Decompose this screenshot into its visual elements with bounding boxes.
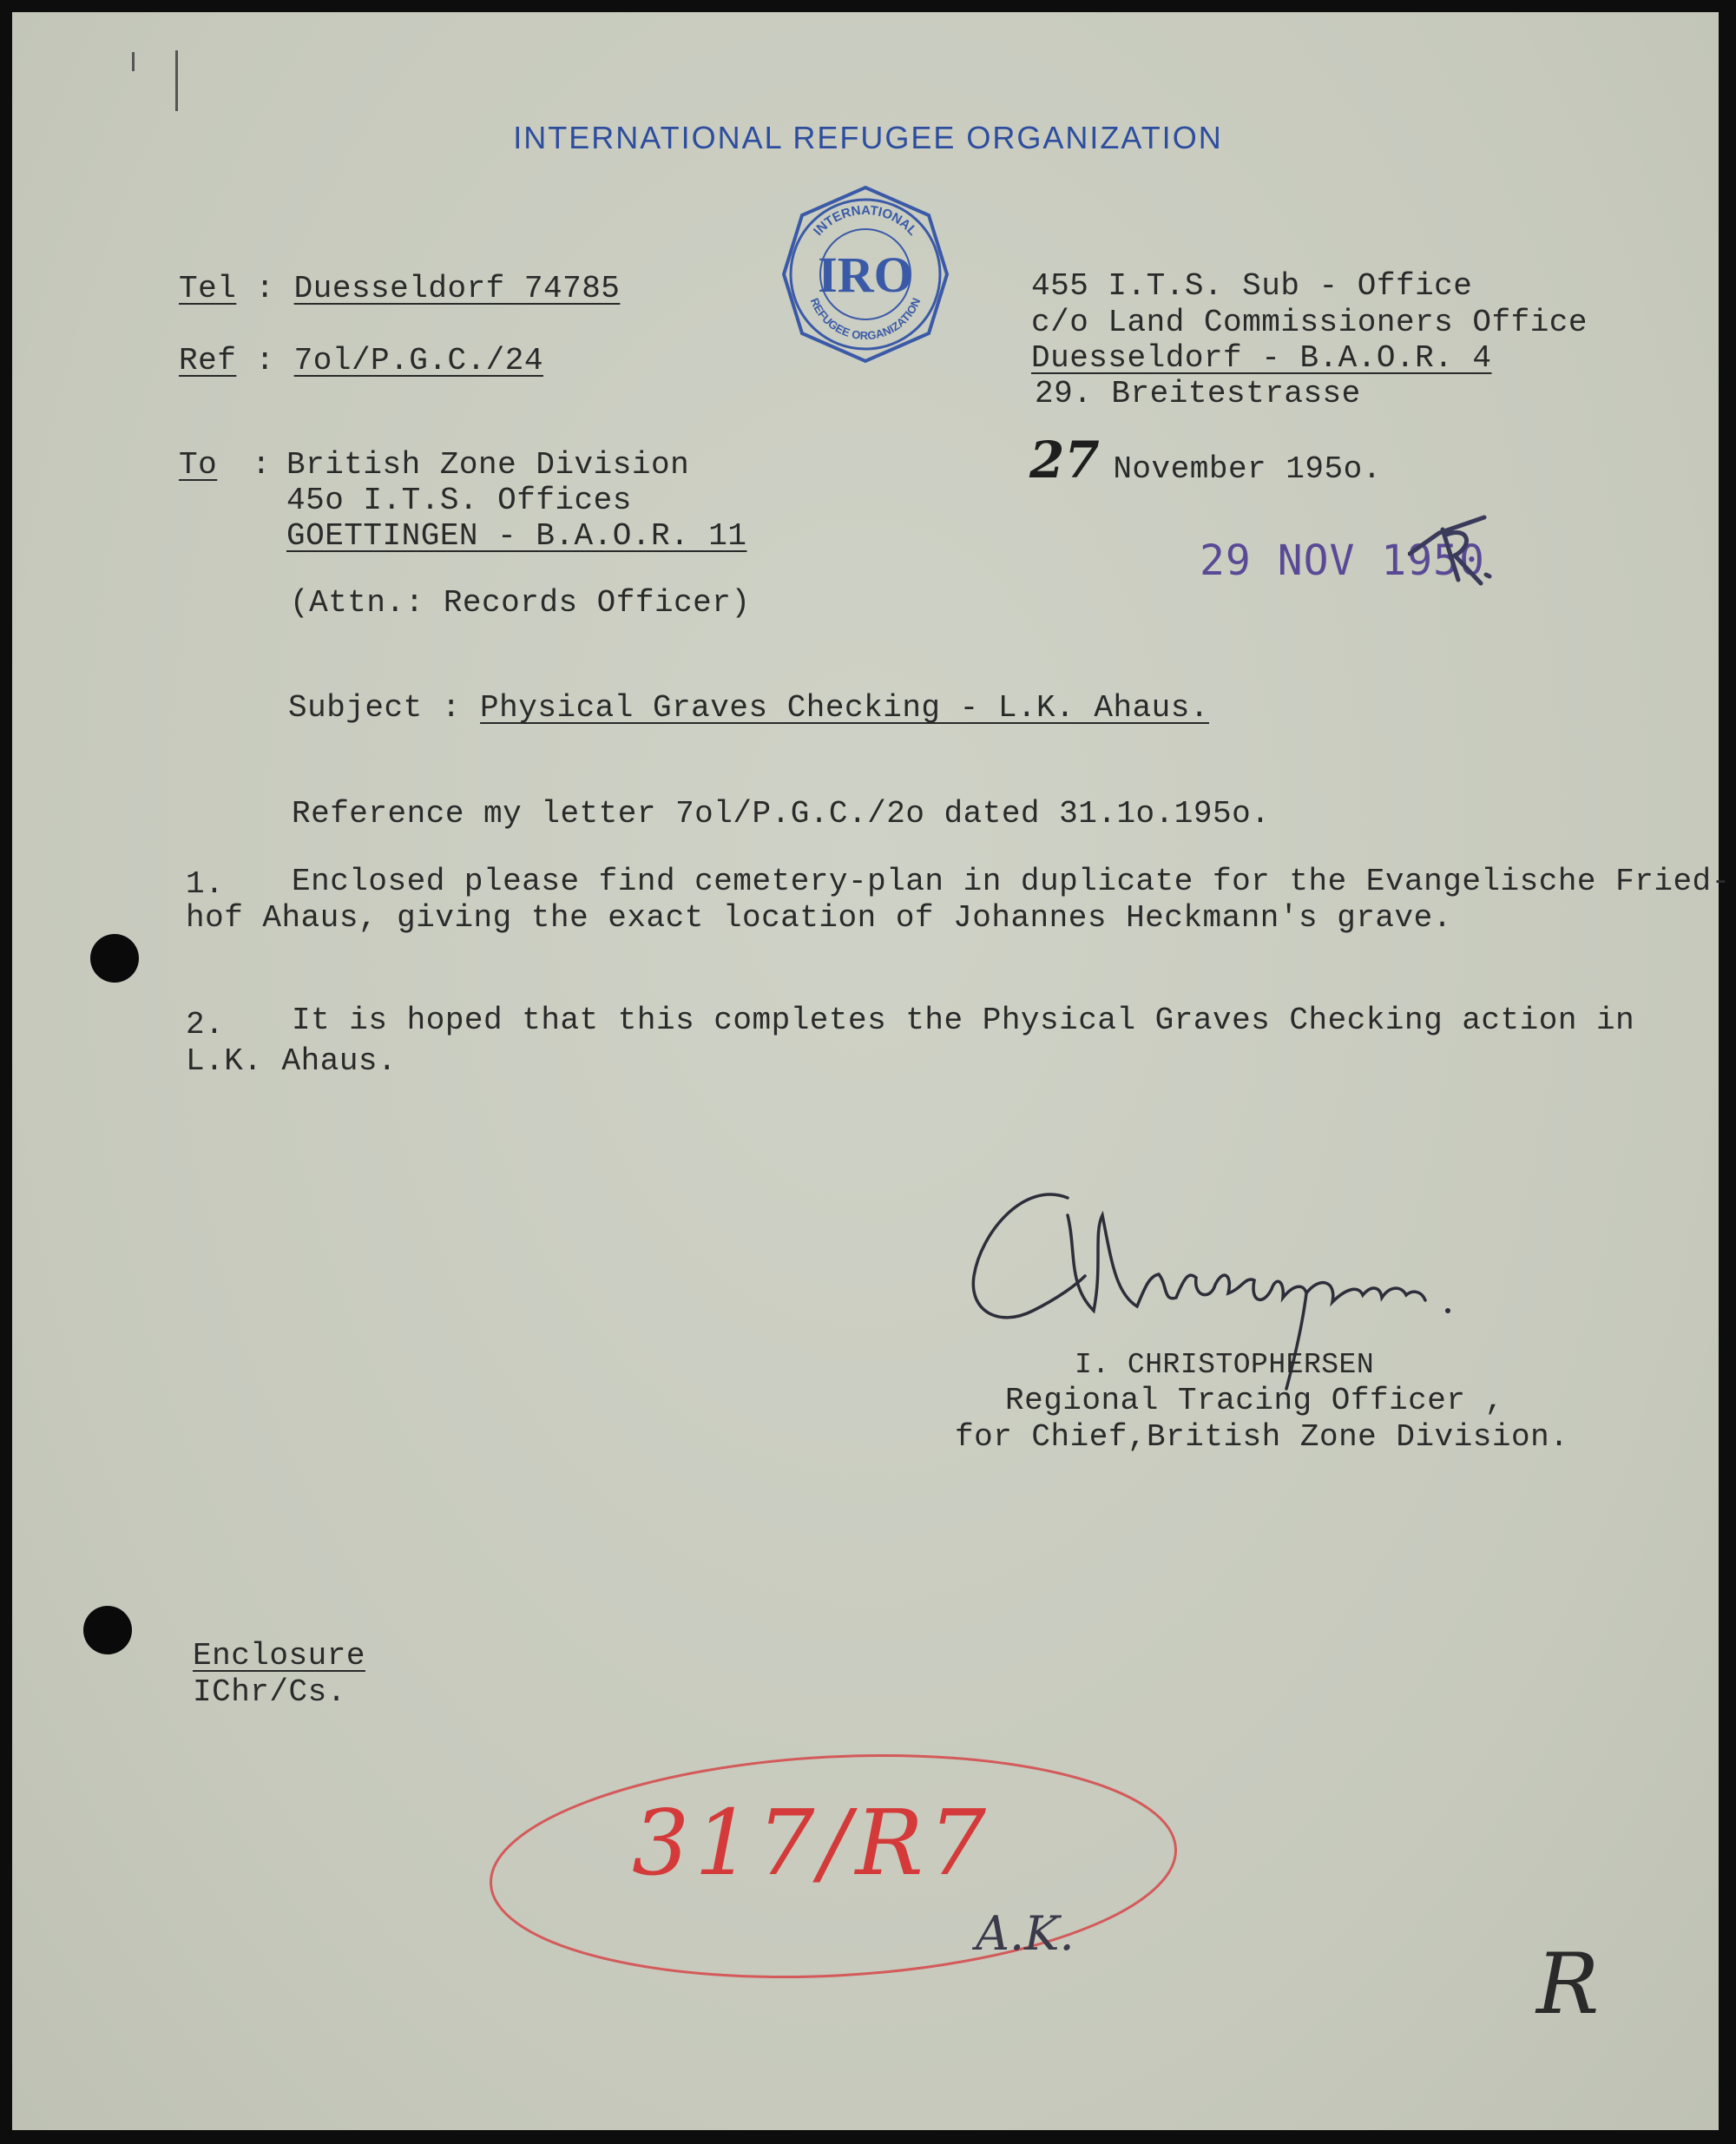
ref-line: Ref : 7ol/P.G.C./24 — [179, 343, 543, 378]
to-label: To — [179, 447, 218, 483]
tel-value: Duesseldorf 74785 — [293, 271, 621, 306]
to-colon: : — [252, 447, 272, 483]
ref-value: 7ol/P.G.C./24 — [293, 343, 543, 378]
enclosure-label: Enclosure — [193, 1638, 365, 1674]
svg-text:INTERNATIONAL: INTERNATIONAL — [810, 202, 920, 239]
edge-mark — [175, 50, 178, 111]
paragraph-1-number: 1. — [186, 866, 225, 902]
subject-label: Subject : — [288, 690, 461, 726]
paragraph-1-line-2: hof Ahaus, giving the exact location of Johannes Heckmann's grave. — [186, 900, 1452, 936]
reference-line: Reference my letter 7ol/P.G.C./2o dated 31.1o.195o. — [292, 796, 1271, 832]
ref-label: Ref — [179, 343, 237, 378]
corner-initial-mark: R — [1536, 1936, 1600, 2033]
recipient-line-1: British Zone Division — [286, 447, 690, 483]
sender-address-line-1: 455 I.T.S. Sub - Office — [1031, 268, 1473, 304]
sender-address-line-4: 29. Breitestrasse — [1035, 376, 1361, 411]
paragraph-1-line-1: Enclosed please find cemetery-plan in duplicate for the Evangelische Fried- — [292, 864, 1731, 899]
sender-address-line-3: Duesseldorf - B.A.O.R. 4 — [1031, 340, 1492, 376]
paragraph-2-line-1: It is hoped that this completes the Physical Graves Checking action in — [292, 1003, 1635, 1038]
signatory-for-line: for Chief,British Zone Division. — [955, 1419, 1569, 1455]
stamp-initials-mark — [1408, 510, 1505, 590]
tel-line: Tel : Duesseldorf 74785 — [179, 271, 621, 306]
recipient-line-3: GOETTINGEN - B.A.O.R. 11 — [286, 518, 747, 554]
binder-hole-upper — [90, 934, 139, 983]
organization-heading: INTERNATIONAL REFUGEE ORGANIZATION — [513, 120, 1223, 155]
date-day-handwritten: 27 — [1029, 431, 1100, 490]
subject-line — [288, 690, 1209, 726]
paragraph-2-number: 2. — [186, 1007, 225, 1042]
signatory-name: I. CHRISTOPHERSEN — [1075, 1349, 1375, 1381]
svg-text:REFUGEE ORGANIZATION: REFUGEE ORGANIZATION — [807, 296, 924, 343]
sender-address-line-2: c/o Land Commissioners Office — [1031, 305, 1588, 340]
attention-line: (Attn.: Records Officer) — [290, 585, 751, 621]
file-number-handwritten: 317/R7 — [632, 1790, 992, 1896]
typist-initials: IChr/Cs. — [193, 1674, 346, 1710]
paragraph-2-line-2: L.K. Ahaus. — [186, 1043, 398, 1079]
recipient-line-2: 45o I.T.S. Offices — [286, 483, 632, 518]
edge-mark — [132, 52, 135, 71]
svg-text:IRO: IRO — [818, 247, 913, 303]
file-initials-handwritten: A.K. — [976, 1906, 1075, 1961]
signatory-title: Regional Tracing Officer , — [1005, 1383, 1504, 1418]
iro-seal-logo — [779, 184, 951, 365]
tel-label: Tel — [179, 271, 237, 306]
date-month-year: November 195o. — [1113, 451, 1382, 487]
received-date-stamp: 29 NOV 1950 — [1200, 536, 1485, 585]
letter-date — [1029, 431, 1382, 490]
subject-value: Physical Graves Checking - L.K. Ahaus. — [480, 690, 1209, 726]
binder-hole-lower — [83, 1606, 132, 1654]
